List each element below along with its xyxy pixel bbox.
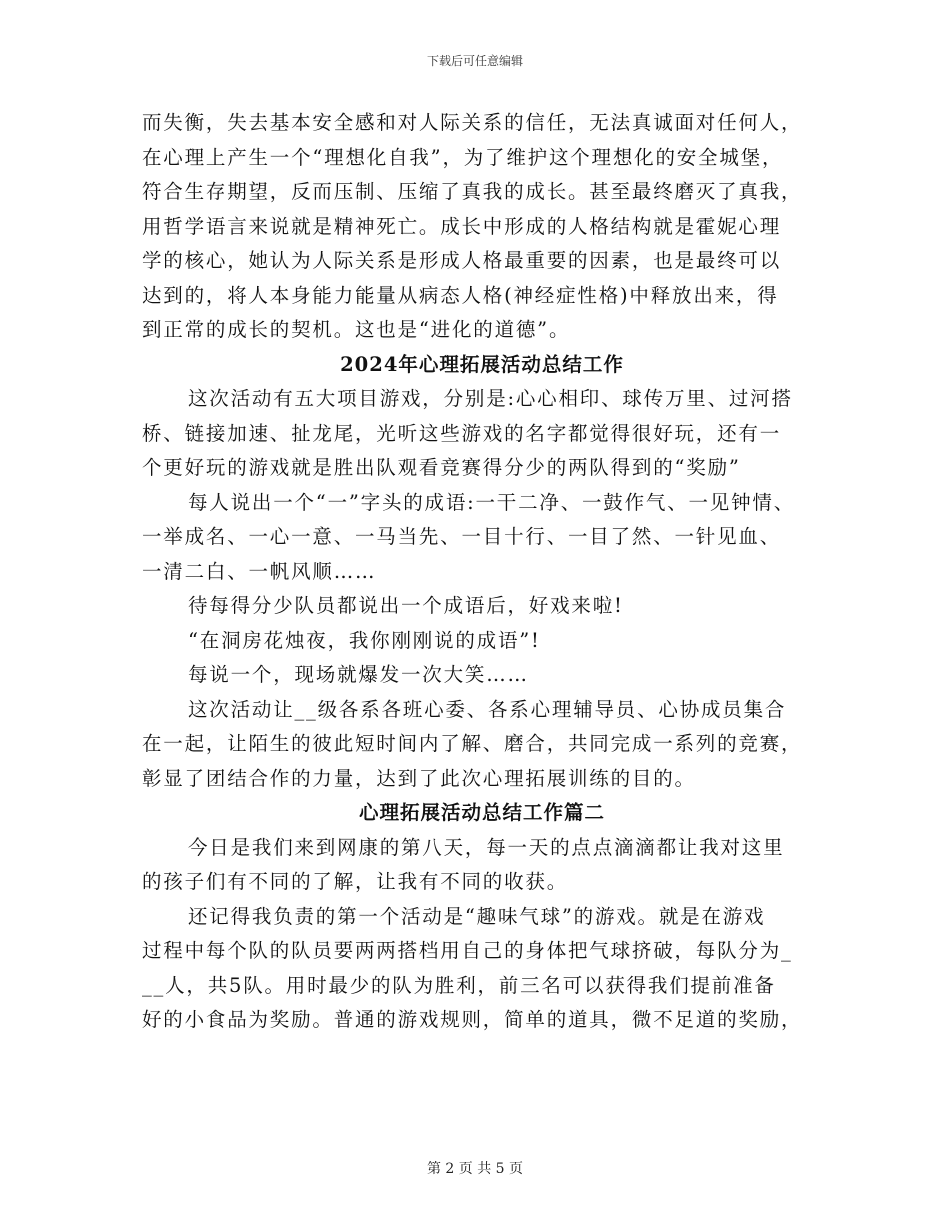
text-line: 的孩子们有不同的了解，让我有不同的收获。 [142,870,569,893]
section-heading: 2024年心理拓展活动总结工作 [340,352,624,376]
text-line: 达到的，将人本身能力能量从病态人格(神经症性格)中释放出来，得 [142,283,779,307]
page-header: 下载后可任意编辑 [426,54,523,68]
text-line: 符合生存期望，反而压制、压缩了真我的成长。甚至最终磨灭了真我， [142,180,803,203]
text-line: 这次活动让__级各系各班心委、各系心理辅导员、心协成员集合 [188,697,787,721]
text-line: 在一起，让陌生的彼此短时间内了解、磨合，共同完成一系列的竞赛， [142,732,803,755]
text-line: 用哲学语言来说就是精神死亡。成长中形成的人格结构就是霍妮心理 [142,214,782,238]
text-line: __人，共5队。用时最少的队为胜利，前三名可以获得我们提前准备 [142,973,776,997]
text-line: 过程中每个队的队员要两两搭档用自己的身体把气球挤破，每队分为_ [142,939,793,962]
text-line: 每人说出一个“一”字头的成语:一干二净、一鼓作气、一见钟情、 [188,490,796,514]
text-line: 在心理上产生一个“理想化自我”，为了维护这个理想化的安全城堡， [142,145,784,169]
text-line: 而失衡，失去基本安全感和对人际关系的信任，无法真诚面对任何人， [142,111,803,134]
text-line: 每说一个，现场就爆发一次大笑…… [188,663,529,686]
text-line: 彰显了团结合作的力量，达到了此次心理拓展训练的目的。 [142,766,696,790]
section-heading: 心理拓展活动总结工作篇二 [358,801,605,824]
text-line: 到正常的成长的契机。这也是“进化的道德”。 [142,318,571,341]
text-line: 一清二白、一帆风顺…… [142,559,377,583]
text-line: 还记得我负责的第一个活动是“趣味气球”的游戏。就是在游戏 [188,904,766,928]
text-line: 待每得分少队员都说出一个成语后，好戏来啦! [188,594,624,617]
text-line: 今日是我们来到网康的第八天，每一天的点点滴滴都让我对这里 [188,835,785,859]
text-line: 桥、链接加速、扯龙尾，光听这些游戏的名字都觉得很好玩，还有一 [142,421,782,445]
page-footer: 第 2 页 共 5 页 [426,1161,524,1177]
text-line: 学的核心，她认为人际关系是形成人格最重要的因素，也是最终可以 [142,249,782,272]
text-line: 一举成名、一心一意、一马当先、一目十行、一目了然、一针见血、 [142,525,782,548]
document-body [142,106,822,1038]
text-line: 好的小食品为奖励。普通的游戏规则，简单的道具，微不足道的奖励， [142,1008,803,1031]
text-line: 这次活动有五大项目游戏，分别是:心心相印、球传万里、过河搭 [188,387,793,410]
text-line: “在洞房花烛夜，我你刚刚说的成语”! [188,628,541,652]
text-line: 个更好玩的游戏就是胜出队观看竞赛得分少的两队得到的“奖励” [142,456,741,479]
